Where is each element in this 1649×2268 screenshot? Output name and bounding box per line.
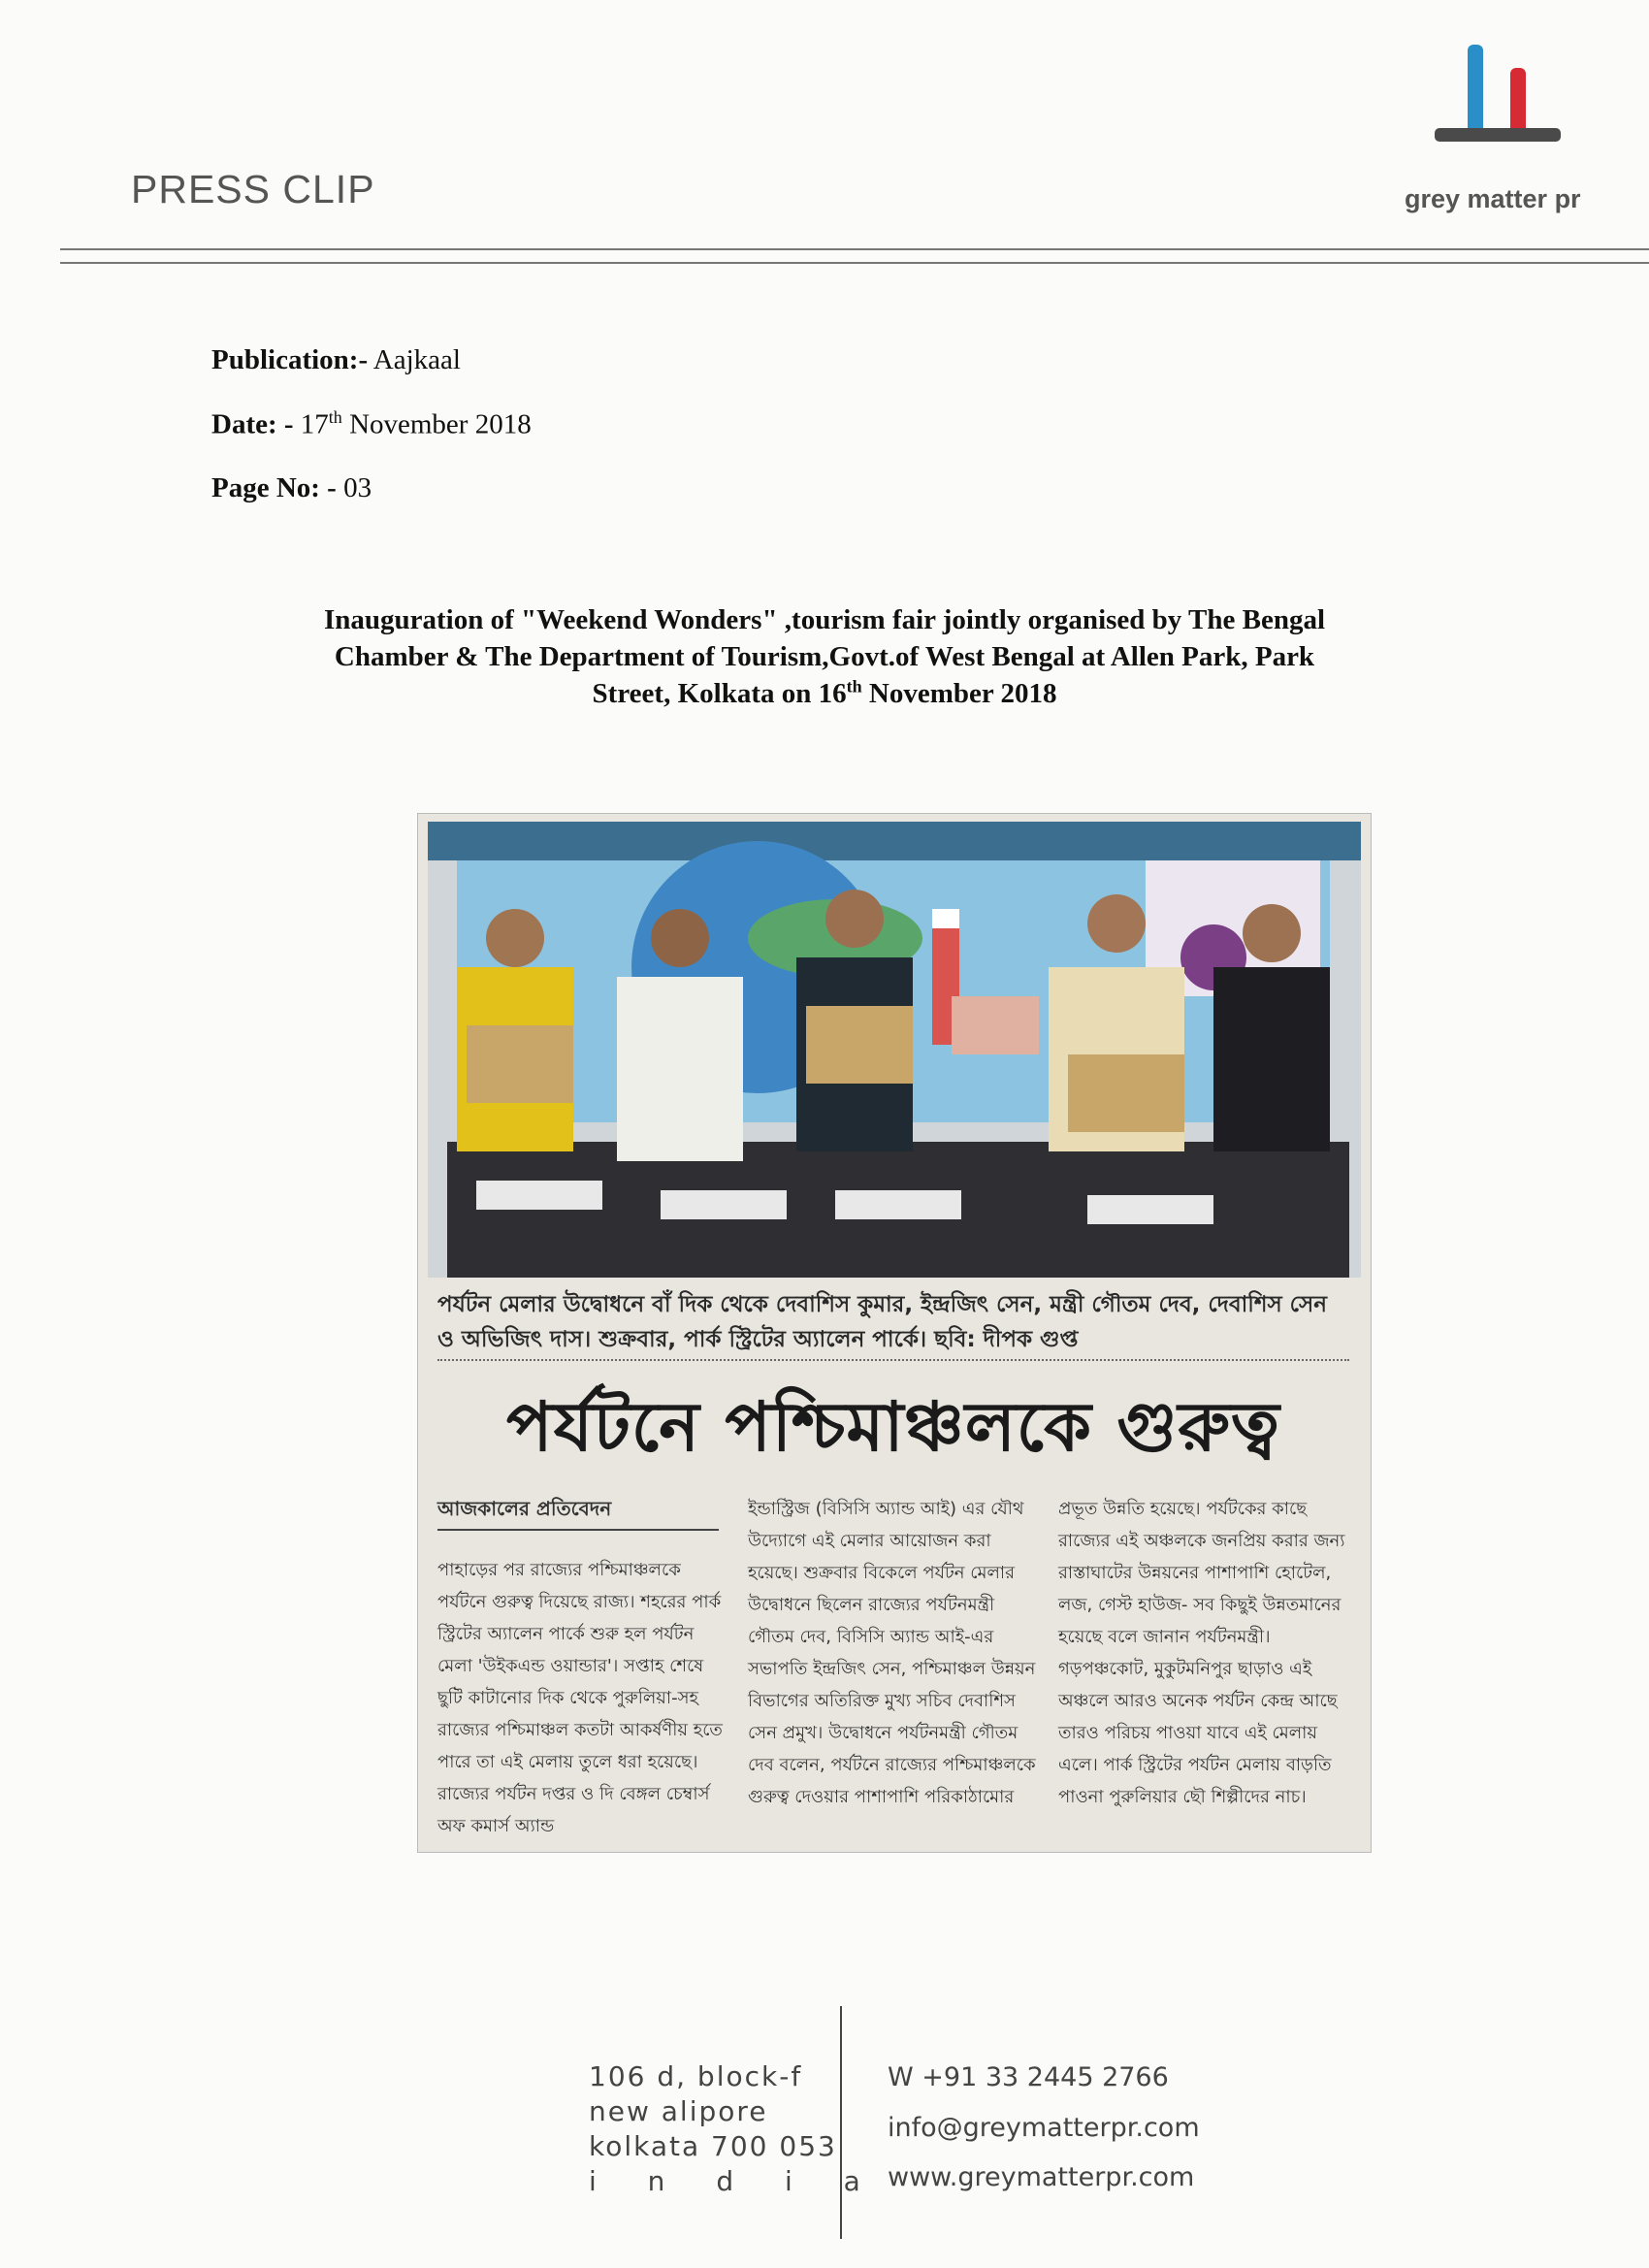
reporter-byline: আজকালের প্রতিবেদন xyxy=(437,1493,719,1531)
caption-line-3 xyxy=(165,675,1484,712)
caption-line-3-post: November 2018 xyxy=(868,678,1057,709)
dotted-divider xyxy=(437,1359,1349,1361)
date-suffix: th xyxy=(328,407,342,427)
article-column-1 xyxy=(437,1493,728,1842)
publication-value: Aajkaal xyxy=(372,344,461,375)
article-headline: পর্যটনে পশ্চিমাঞ্চলকে গুরুত্ব xyxy=(506,1387,1280,1467)
date-label: Date: - xyxy=(211,408,294,440)
email-address[interactable]: info@greymatterpr.com xyxy=(888,2113,1200,2143)
photo-caption-line-2: ও অভিজিৎ দাস। শুক্রবার, পার্ক স্ট্রিটের অ্যালেন পার্কে। ছবি: দীপক গুপ্ত xyxy=(437,1327,1079,1352)
brand-name: grey matter pr xyxy=(1405,184,1581,213)
event-photo xyxy=(428,822,1361,1278)
clip-caption xyxy=(165,601,1484,712)
address-line-3: kolkata 700 053 xyxy=(589,2130,837,2162)
article-column-3: প্রভূত উন্নতি হয়েছে। পর্যটকের কাছে রাজ্যের এই অঞ্চলকে জনপ্রিয় করার জন্য রাস্তাঘাটের উন্নয়নের পাশাপাশি হোটেল, লজ, গেস্ট হাউজ- সব কিছুই উন্নতমানের হয়েছে বলে জানান পর্যটনমন্ত্রী। গড়পঞ্চকোট, মুকুটমনিপুর ছাড়াও এই অঞ্চলে আরও অনেক পর্যটন কেন্দ্র আছে তারও পরিচয় পাওয়া যাবে এই মেলায় এলে। পার্ক স্ট্রিটের পর্যটন মেলায় বাড়তি পাওনা পুরুলিয়ার ছৌ শিল্পীদের নাচ। xyxy=(1058,1499,1345,1807)
photo-caption xyxy=(437,1287,1349,1357)
footer-divider xyxy=(840,2006,842,2239)
column-1-text: পাহাড়ের পর রাজ্যের পশ্চিমাঞ্চলকে পর্যটনে গুরুত্ব দিয়েছে রাজ্য। শহরের পার্ক স্ট্রিটের অ্যালেন পার্কে শুরু হল পর্যটন মেলা 'উইকএন্ড ওয়ান্ডার'। সপ্তাহ শেষে ছুটি কাটানোর দিক থেকে পুরুলিয়া-সহ রাজ্যের পশ্চিমাঞ্চল কতটা আকর্ষণীয় হতে পারে তা এই মেলায় তুলে ধরা হয়েছে। রাজ্যের পর্যটন দপ্তর ও দি বেঙ্গল চেম্বার্স অফ কমার্স অ্যান্ড xyxy=(437,1560,723,1836)
caption-line-1: Inauguration of "Weekend Wonders" ,tourism fair jointly organised by The Bengal xyxy=(323,604,1326,635)
publication-line xyxy=(211,344,461,376)
website-url[interactable]: www.greymatterpr.com xyxy=(888,2162,1195,2192)
header-rule-top xyxy=(60,248,1649,250)
press-clip-label: PRESS CLIP xyxy=(131,167,375,211)
date-line xyxy=(211,407,532,441)
caption-line-3-sup: th xyxy=(846,676,862,697)
header-rule-bottom xyxy=(60,262,1649,264)
page-label: Page No: - xyxy=(211,472,337,503)
date-rest: November 2018 xyxy=(349,408,532,440)
page-value: 03 xyxy=(343,472,372,503)
grey-matter-logo-icon xyxy=(1431,41,1567,157)
photo-caption-line-1: পর্যটন মেলার উদ্বোধনে বাঁ দিক থেকে দেবাশিস কুমার, ইন্দ্রজিৎ সেন, মন্ত্রী গৌতম দেব, দেবাশিস সেন xyxy=(437,1292,1327,1317)
page-line xyxy=(211,472,372,504)
article-column-2: ইন্ডাস্ট্রিজ (বিসিসি অ্যান্ড আই) এর যৌথ উদ্যোগে এই মেলার আয়োজন করা হয়েছে। শুক্রবার বিকেলে পর্যটন মেলার উদ্বোধনে ছিলেন রাজ্যের পর্যটনমন্ত্রী গৌতম দেব, বিসিসি অ্যান্ড আই-এর সভাপতি ইন্দ্রজিৎ সেন, পশ্চিমাঞ্চল উন্নয়ন বিভাগের অতিরিক্ত মুখ্য সচিব দেবাশিস সেন প্রমুখ। উদ্বোধনে পর্যটনমন্ত্রী গৌতম দেব বলেন, পর্যটনে রাজ্যের পশ্চিমাঞ্চলকে গুরুত্ব দেওয়ার পাশাপাশি পরিকাঠামোর xyxy=(748,1499,1036,1807)
caption-line-3-pre: Street, Kolkata on 16 xyxy=(592,678,847,709)
publication-label: Publication:- xyxy=(211,344,369,375)
phone-number: W +91 33 2445 2766 xyxy=(888,2062,1169,2092)
address-line-1: 106 d, block-f xyxy=(589,2060,803,2092)
address-line-2: new alipore xyxy=(589,2095,768,2127)
address-line-4: i n d i a xyxy=(589,2165,882,2197)
date-day: 17 xyxy=(300,408,329,440)
caption-line-2: Chamber & The Department of Tourism,Govt.of West Bengal at Allen Park, Park xyxy=(334,641,1315,672)
newspaper-clipping xyxy=(417,813,1372,1853)
